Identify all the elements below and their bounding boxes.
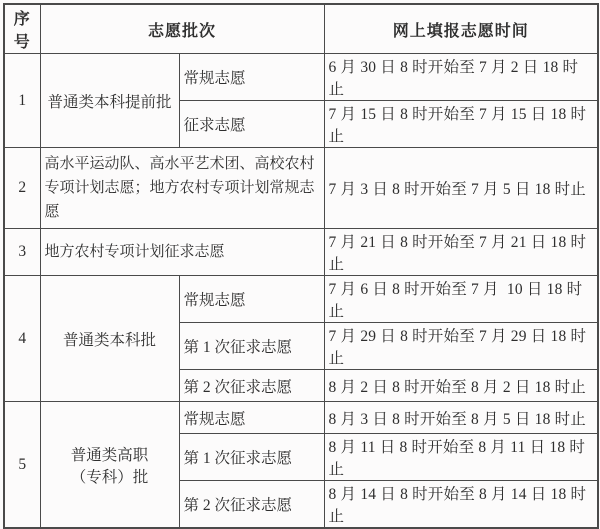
time-cell: 8 月 2 日 8 时开始至 8 月 2 日 18 时止 [324, 370, 598, 402]
time-cell: 8 月 14 日 8 时开始至 8 月 14 日 18 时止 [324, 481, 598, 529]
volunteer-schedule-table [3, 3, 599, 529]
table-row [4, 148, 598, 229]
batch-name-cell: 地方农村专项计划征求志愿 [40, 229, 324, 276]
sub-batch-cell: 常规志愿 [179, 402, 324, 434]
row-number-cell: 4 [4, 276, 40, 402]
time-cell: 7 月 21 日 8 时开始至 7 月 21 日 18 时止 [324, 229, 598, 276]
sub-batch-cell: 常规志愿 [179, 276, 324, 323]
time-cell: 7 月 15 日 8 时开始至 7 月 15 日 18 时止 [324, 101, 598, 148]
sub-batch-cell: 征求志愿 [179, 101, 324, 148]
sub-batch-cell: 第 1 次征求志愿 [179, 323, 324, 370]
sub-batch-cell: 常规志愿 [179, 54, 324, 101]
time-cell: 7 月 3 日 8 时开始至 7 月 5 日 18 时止 [324, 148, 598, 229]
header-row [4, 4, 598, 54]
header-cell-time: 网上填报志愿时间 [324, 4, 598, 54]
time-cell: 8 月 11 日 8 时开始至 8 月 11 日 18 时止 [324, 434, 598, 481]
batch-name-line: 普通类高职 [70, 446, 149, 464]
batch-name-cell: 普通类本科批 [40, 276, 179, 402]
row-number-cell: 3 [4, 229, 40, 276]
batch-name-line: （专科）批 [70, 468, 149, 486]
sub-batch-cell: 第 1 次征求志愿 [179, 434, 324, 481]
header-cell-batch: 志愿批次 [40, 4, 324, 54]
row-number-cell: 5 [4, 402, 40, 529]
batch-name-cell: 普通类本科提前批 [40, 54, 179, 148]
time-cell: 8 月 3 日 8 时开始至 8 月 5 日 18 时止 [324, 402, 598, 434]
batch-name-cell: 高水平运动队、高水平艺术团、高校农村专项计划志愿；地方农村专项计划常规志愿 [40, 148, 324, 229]
time-cell: 7 月 29 日 8 时开始至 7 月 29 日 18 时止 [324, 323, 598, 370]
time-cell: 7 月 6 日 8 时开始至 7 月 10 日 18 时止 [324, 276, 598, 323]
table-row [4, 276, 598, 323]
row-number-cell: 2 [4, 148, 40, 229]
sub-batch-cell: 第 2 次征求志愿 [179, 481, 324, 529]
table-row [4, 54, 598, 101]
table-row [4, 402, 598, 434]
header-cell-no: 序号 [4, 4, 40, 54]
time-cell: 6 月 30 日 8 时开始至 7 月 2 日 18 时止 [324, 54, 598, 101]
row-number-cell: 1 [4, 54, 40, 148]
sub-batch-cell: 第 2 次征求志愿 [179, 370, 324, 402]
batch-name-cell [40, 402, 179, 529]
table-row [4, 229, 598, 276]
